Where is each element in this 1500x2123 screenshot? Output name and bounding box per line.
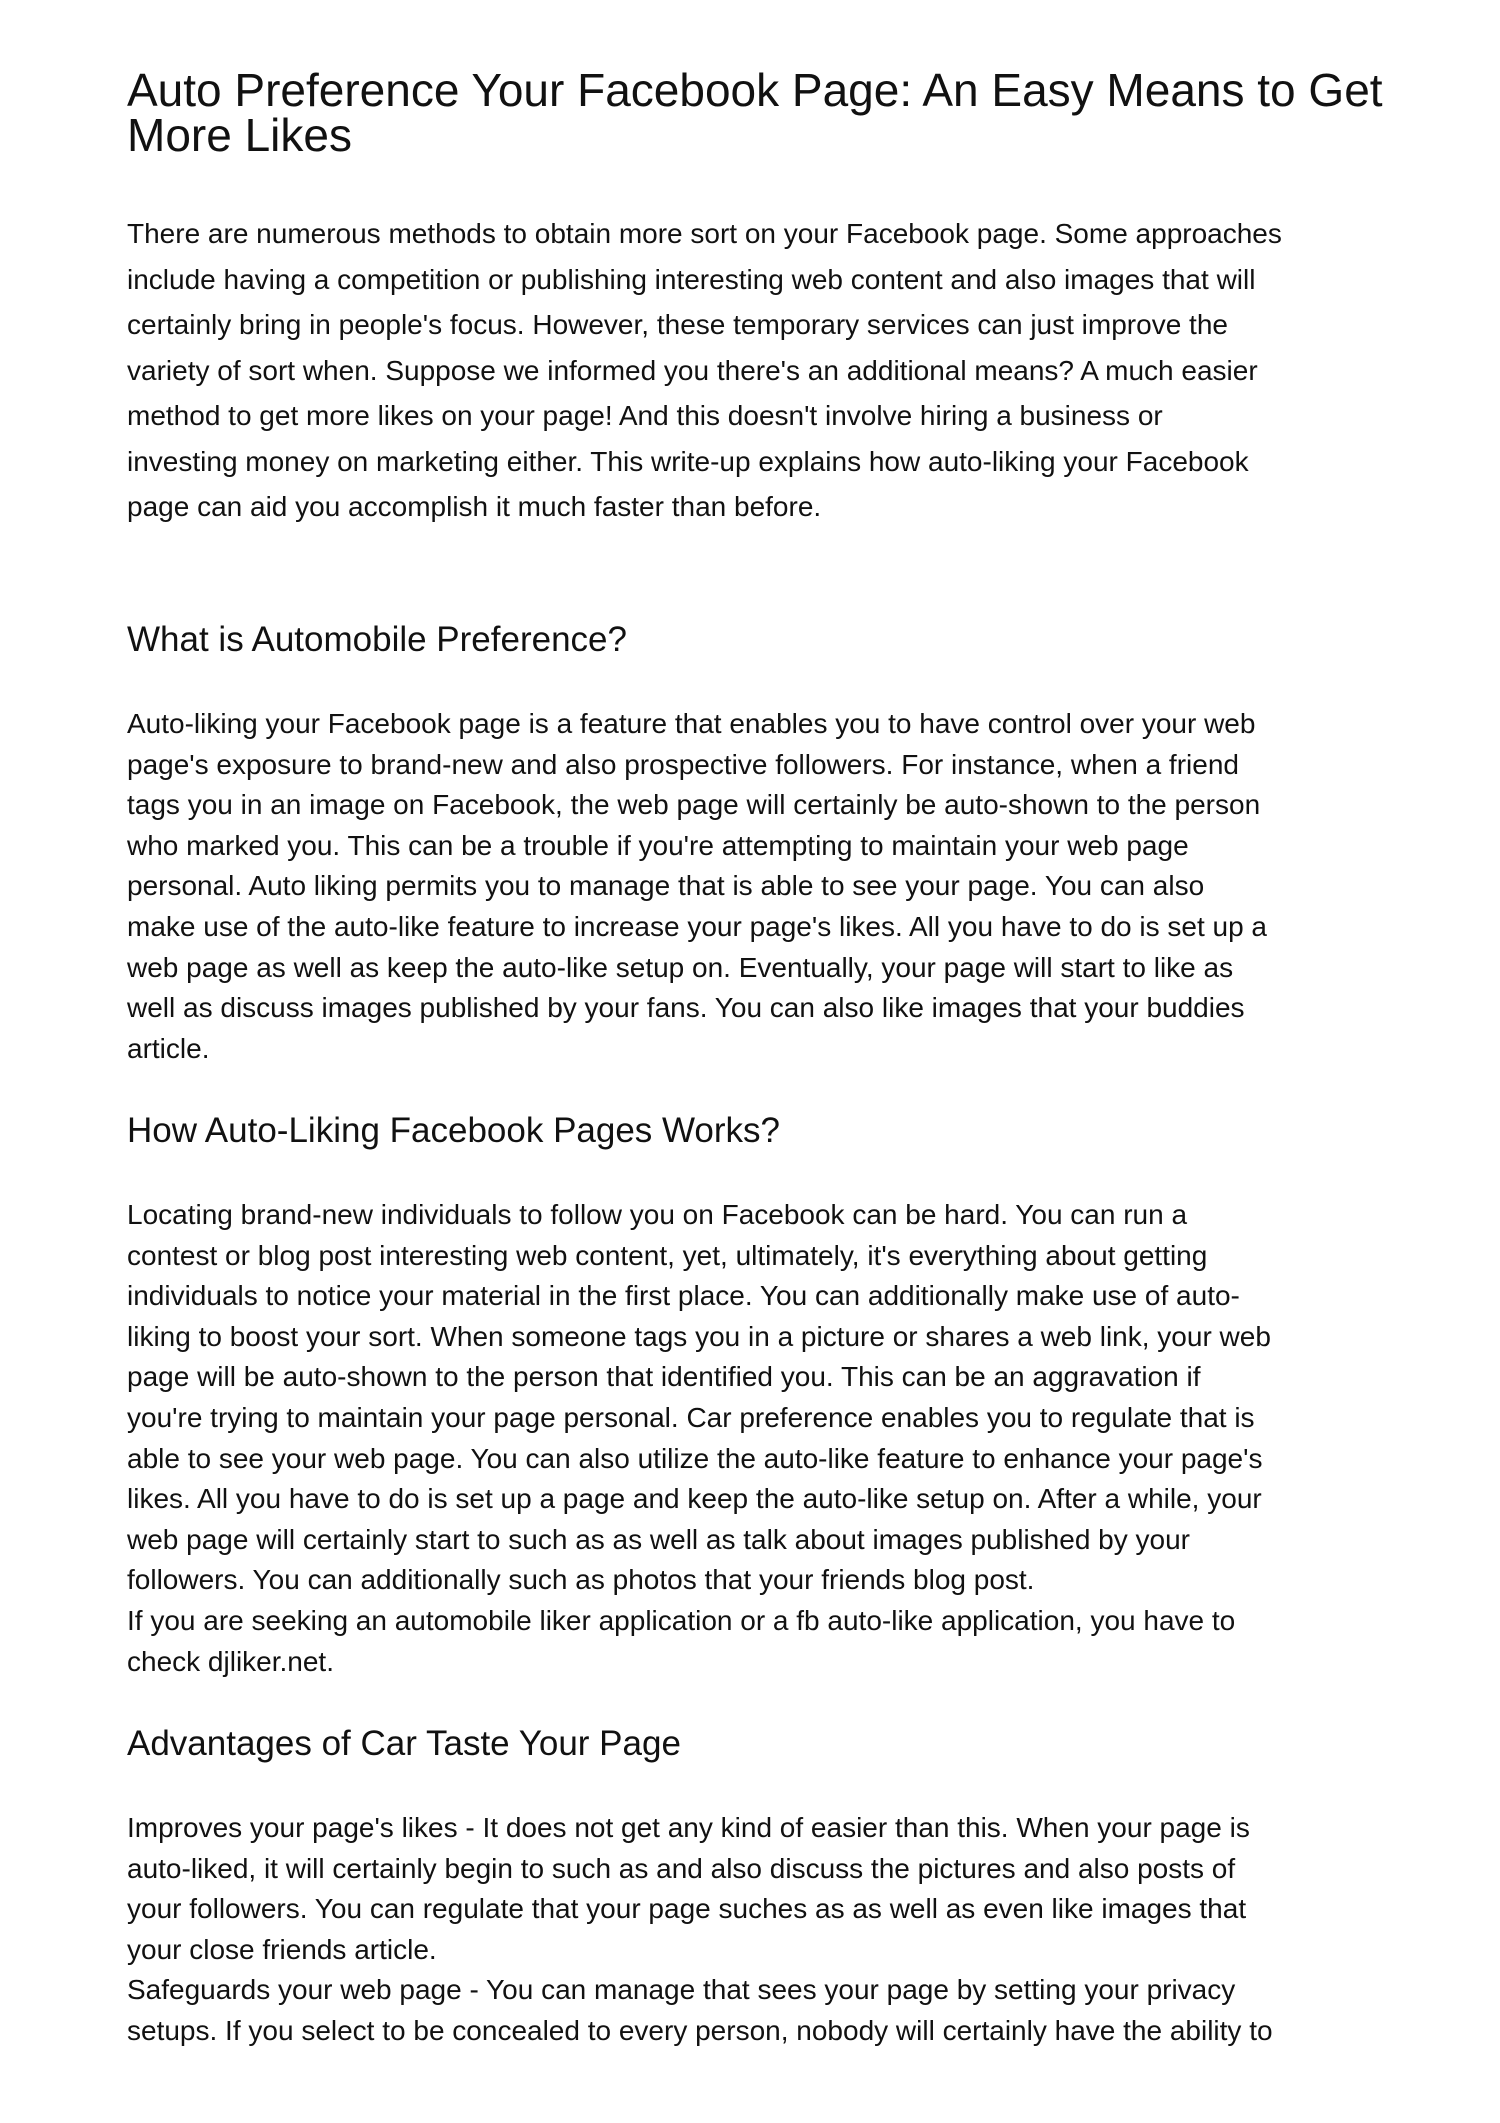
text-line: page's exposure to brand-new and also prospective followers. For instance, when a friend xyxy=(127,748,1239,780)
text-line: Auto-liking your Facebook page is a feature that enables you to have control over your web xyxy=(127,708,1256,739)
text-line: personal. Auto liking permits you to manage that is able to see your page. You can also xyxy=(127,870,1205,902)
section-paragraph xyxy=(127,1808,1427,2052)
title-line: More Likes xyxy=(127,109,352,161)
text-line: likes. All you have to do is set up a page and keep the auto-like setup on. After a while, your xyxy=(127,1483,1262,1515)
text-line: able to see your web page. You can also utilize the auto-like feature to enhance your page's xyxy=(127,1442,1263,1474)
text-line: There are numerous methods to obtain more sort on your Facebook page. Some approaches xyxy=(127,218,1282,249)
text-line: certainly bring in people's focus. However, these temporary services can just improve the xyxy=(127,309,1228,340)
text-line: web page as well as keep the auto-like setup on. Eventually, your page will start to like as xyxy=(127,951,1234,983)
text-line: check djliker.net. xyxy=(127,1645,334,1677)
section-paragraph xyxy=(127,704,1427,1069)
intro-paragraph xyxy=(127,211,1427,530)
text-line: you're trying to maintain your page personal. Car preference enables you to regulate that is xyxy=(127,1401,1255,1433)
text-line: Safeguards your web page - You can manage that sees your page by setting your privacy xyxy=(127,1974,1236,2006)
text-line: Improves your page's likes - It does not get any kind of easier than this. When your page is xyxy=(127,1812,1250,1843)
text-line: your followers. You can regulate that your page suches as as well as even like images that xyxy=(127,1893,1247,1925)
text-line: Locating brand-new individuals to follow you on Facebook can be hard. You can run a xyxy=(127,1199,1188,1230)
page-title xyxy=(127,64,1427,161)
text-line: page can aid you accomplish it much faster than before. xyxy=(127,491,822,522)
text-line: tags you in an image on Facebook, the web page will certainly be auto-shown to the person xyxy=(127,789,1261,821)
title-line: Auto Preference Your Facebook Page: An Easy Means to Get xyxy=(127,64,1383,116)
text-line: followers. You can additionally such as photos that your friends blog post. xyxy=(127,1564,1035,1596)
text-line: variety of sort when. Suppose we informed you there's an additional means? A much easier xyxy=(127,354,1258,386)
text-line: page will be auto-shown to the person that identified you. This can be an aggravation if xyxy=(127,1361,1201,1393)
text-line: setups. If you select to be concealed to every person, nobody will certainly have the ability to xyxy=(127,2014,1273,2046)
text-line: method to get more likes on your page! And this doesn't involve hiring a business or xyxy=(127,400,1163,431)
text-line: auto-liked, it will certainly begin to such as and also discuss the pictures and also posts of xyxy=(127,1852,1236,1884)
text-line: investing money on marketing either. This write-up explains how auto-liking your Facebook xyxy=(127,445,1249,477)
text-line: If you are seeking an automobile liker application or a fb auto-like application, you have to xyxy=(127,1604,1236,1636)
section-heading: How Auto-Liking Facebook Pages Works? xyxy=(127,1111,781,1150)
text-line: who marked you. This can be a trouble if you're attempting to maintain your web page xyxy=(127,829,1189,861)
section-paragraph xyxy=(127,1195,1427,1682)
text-line: your close friends article. xyxy=(127,1933,437,1965)
text-line: contest or blog post interesting web content, yet, ultimately, it's everything about getting xyxy=(127,1239,1208,1271)
section-heading: What is Automobile Preference? xyxy=(127,620,627,659)
text-line: web page will certainly start to such as as well as talk about images published by your xyxy=(127,1523,1190,1555)
text-line: article. xyxy=(127,1032,210,1064)
text-line: well as discuss images published by your fans. You can also like images that your buddies xyxy=(127,992,1245,1024)
text-line: include having a competition or publishing interesting web content and also images that will xyxy=(127,263,1256,295)
text-line: make use of the auto-like feature to increase your page's likes. All you have to do is set up a xyxy=(127,910,1268,942)
text-line: individuals to notice your material in the first place. You can additionally make use of auto- xyxy=(127,1280,1240,1312)
section-heading: Advantages of Car Taste Your Page xyxy=(127,1724,681,1763)
text-line: liking to boost your sort. When someone tags you in a picture or shares a web link, your web xyxy=(127,1320,1271,1352)
